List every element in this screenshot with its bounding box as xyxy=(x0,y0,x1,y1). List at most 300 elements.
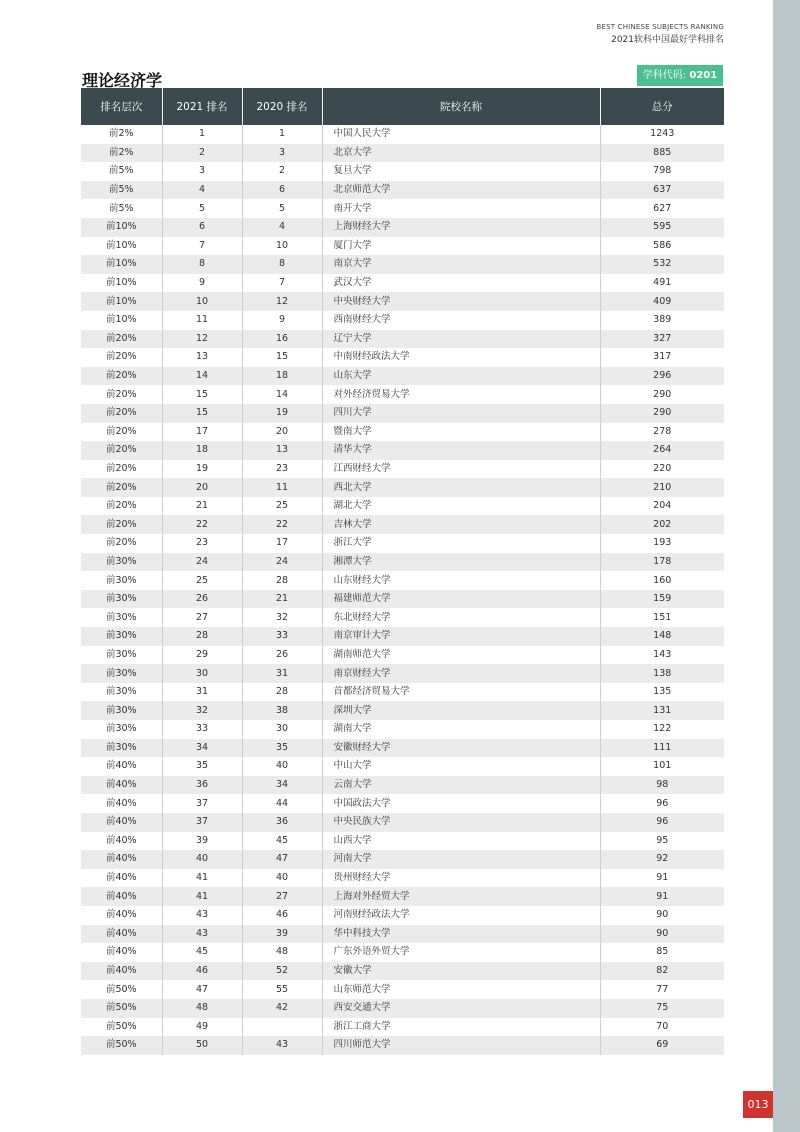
tier-cell: 前10% xyxy=(81,237,162,256)
rank-2021-cell: 49 xyxy=(162,1018,242,1037)
rank-2021-cell: 20 xyxy=(162,478,242,497)
rank-2021-cell: 33 xyxy=(162,720,242,739)
tier-cell: 前50% xyxy=(81,980,162,999)
rank-2021-cell: 25 xyxy=(162,571,242,590)
tier-cell: 前30% xyxy=(81,646,162,665)
total-score-cell: 85 xyxy=(656,946,669,958)
rank-2021-cell: 48 xyxy=(162,999,242,1018)
rank-2020-cell: 28 xyxy=(242,571,322,590)
header-english-title: BEST CHINESE SUBJECTS RANKING xyxy=(596,23,724,31)
table-row xyxy=(81,255,724,274)
tier-cell: 前30% xyxy=(81,720,162,739)
total-score-cell: 160 xyxy=(653,574,672,586)
tier-cell: 前2% xyxy=(81,144,162,163)
tier-cell: 前5% xyxy=(81,199,162,218)
rank-2021-cell: 34 xyxy=(162,739,242,758)
table-row xyxy=(81,125,724,144)
rank-2020-cell xyxy=(242,1018,322,1037)
table-row xyxy=(81,571,724,590)
rank-2020-cell: 12 xyxy=(242,292,322,311)
rank-2020-cell: 26 xyxy=(242,646,322,665)
table-row xyxy=(81,144,724,163)
university-name-cell: 福建师范大学 xyxy=(322,590,600,609)
rank-2021-cell: 39 xyxy=(162,832,242,851)
total-score-cell: 92 xyxy=(656,853,669,865)
table-row xyxy=(81,292,724,311)
university-name-cell: 西南财经大学 xyxy=(322,311,600,330)
rank-2021-cell: 14 xyxy=(162,367,242,386)
rank-2021-cell: 15 xyxy=(162,385,242,404)
ranking-table-header xyxy=(81,88,724,125)
rank-2020-cell: 40 xyxy=(242,869,322,888)
rank-2020-cell: 5 xyxy=(242,199,322,218)
tier-cell: 前5% xyxy=(81,162,162,181)
rank-2020-cell: 31 xyxy=(242,664,322,683)
table-row xyxy=(81,534,724,553)
rank-2021-cell: 30 xyxy=(162,664,242,683)
table-row xyxy=(81,962,724,981)
university-name-cell: 西安交通大学 xyxy=(322,999,600,1018)
total-score-cell: 885 xyxy=(653,146,672,158)
table-row xyxy=(81,330,724,349)
tier-cell: 前20% xyxy=(81,497,162,516)
rank-2021-cell: 45 xyxy=(162,943,242,962)
table-row xyxy=(81,311,724,330)
university-name-cell: 北京大学 xyxy=(322,144,600,163)
page-number: 013 xyxy=(743,1091,773,1118)
table-row xyxy=(81,608,724,627)
university-name-cell: 复旦大学 xyxy=(322,162,600,181)
tier-cell: 前2% xyxy=(81,125,162,144)
header-row xyxy=(81,88,724,125)
university-name-cell: 上海财经大学 xyxy=(322,218,600,237)
tier-cell: 前20% xyxy=(81,460,162,479)
university-name-cell: 中央民族大学 xyxy=(322,813,600,832)
total-score-cell: 70 xyxy=(656,1020,669,1032)
header-university-name: 院校名称 xyxy=(322,88,600,125)
rank-2020-cell: 30 xyxy=(242,720,322,739)
rank-2020-cell: 10 xyxy=(242,237,322,256)
tier-cell: 前10% xyxy=(81,255,162,274)
subject-code-label: 学科代码: xyxy=(642,70,690,81)
total-score-cell: 627 xyxy=(653,202,672,214)
total-score-cell: 96 xyxy=(656,797,669,809)
rank-2021-cell: 15 xyxy=(162,404,242,423)
tier-cell: 前30% xyxy=(81,683,162,702)
side-band xyxy=(773,0,800,1132)
university-name-cell: 中南财经政法大学 xyxy=(322,348,600,367)
rank-2021-cell: 35 xyxy=(162,757,242,776)
rank-2021-cell: 40 xyxy=(162,850,242,869)
table-row xyxy=(81,906,724,925)
total-score-cell: 131 xyxy=(653,704,672,716)
rank-2021-cell: 50 xyxy=(162,1036,242,1055)
tier-cell: 前20% xyxy=(81,330,162,349)
subject-code-value: 0201 xyxy=(689,70,718,81)
rank-2021-cell: 43 xyxy=(162,906,242,925)
rank-2021-cell: 37 xyxy=(162,794,242,813)
rank-2021-cell: 21 xyxy=(162,497,242,516)
table-row xyxy=(81,850,724,869)
university-name-cell: 湖北大学 xyxy=(322,497,600,516)
table-row xyxy=(81,646,724,665)
rank-2020-cell: 48 xyxy=(242,943,322,962)
rank-2021-cell: 6 xyxy=(162,218,242,237)
rank-2020-cell: 3 xyxy=(242,144,322,163)
total-score-cell: 75 xyxy=(656,1002,669,1014)
table-row xyxy=(81,423,724,442)
total-score-cell: 91 xyxy=(656,872,669,884)
rank-2021-cell: 1 xyxy=(162,125,242,144)
total-score-cell: 327 xyxy=(653,332,672,344)
university-name-cell: 西北大学 xyxy=(322,478,600,497)
university-name-cell: 辽宁大学 xyxy=(322,330,600,349)
rank-2020-cell: 55 xyxy=(242,980,322,999)
rank-2020-cell: 28 xyxy=(242,683,322,702)
university-name-cell: 武汉大学 xyxy=(322,274,600,293)
university-name-cell: 河南财经政法大学 xyxy=(322,906,600,925)
tier-cell: 前30% xyxy=(81,739,162,758)
ranking-table-body xyxy=(81,125,724,1055)
total-score-cell: 148 xyxy=(653,630,672,642)
subject-code-badge xyxy=(637,65,723,86)
table-row xyxy=(81,813,724,832)
rank-2021-cell: 18 xyxy=(162,441,242,460)
university-name-cell: 清华大学 xyxy=(322,441,600,460)
rank-2020-cell: 24 xyxy=(242,553,322,572)
tier-cell: 前20% xyxy=(81,367,162,386)
total-score-cell: 77 xyxy=(656,983,669,995)
table-row xyxy=(81,925,724,944)
header-rank-2020: 2020 排名 xyxy=(242,88,322,125)
rank-2021-cell: 27 xyxy=(162,608,242,627)
total-score-cell: 82 xyxy=(656,965,669,977)
total-score-cell: 135 xyxy=(653,686,672,698)
total-score-cell: 90 xyxy=(656,909,669,921)
table-row xyxy=(81,367,724,386)
university-name-cell: 华中科技大学 xyxy=(322,925,600,944)
rank-2021-cell: 29 xyxy=(162,646,242,665)
rank-2020-cell: 16 xyxy=(242,330,322,349)
university-name-cell: 云南大学 xyxy=(322,776,600,795)
tier-cell: 前40% xyxy=(81,906,162,925)
tier-cell: 前40% xyxy=(81,925,162,944)
total-score-cell: 204 xyxy=(653,500,672,512)
tier-cell: 前20% xyxy=(81,404,162,423)
tier-cell: 前50% xyxy=(81,1036,162,1055)
table-row xyxy=(81,832,724,851)
rank-2020-cell: 20 xyxy=(242,423,322,442)
total-score-cell: 151 xyxy=(653,611,672,623)
total-score-cell: 317 xyxy=(653,351,672,363)
table-row xyxy=(81,218,724,237)
university-name-cell: 安徽大学 xyxy=(322,962,600,981)
rank-2020-cell: 13 xyxy=(242,441,322,460)
rank-2020-cell: 42 xyxy=(242,999,322,1018)
table-row xyxy=(81,553,724,572)
rank-2021-cell: 2 xyxy=(162,144,242,163)
rank-2020-cell: 35 xyxy=(242,739,322,758)
total-score-cell: 532 xyxy=(653,258,672,270)
university-name-cell: 江西财经大学 xyxy=(322,460,600,479)
table-row xyxy=(81,1036,724,1055)
university-name-cell: 广东外语外贸大学 xyxy=(322,943,600,962)
rank-2020-cell: 6 xyxy=(242,181,322,200)
university-name-cell: 中央财经大学 xyxy=(322,292,600,311)
university-name-cell: 上海对外经贸大学 xyxy=(322,887,600,906)
tier-cell: 前40% xyxy=(81,757,162,776)
rank-2020-cell: 27 xyxy=(242,887,322,906)
university-name-cell: 对外经济贸易大学 xyxy=(322,385,600,404)
table-row xyxy=(81,776,724,795)
tier-cell: 前40% xyxy=(81,887,162,906)
table-row xyxy=(81,385,724,404)
university-name-cell: 浙江大学 xyxy=(322,534,600,553)
tier-cell: 前40% xyxy=(81,962,162,981)
header-rank-2021: 2021 排名 xyxy=(162,88,242,125)
rank-2020-cell: 2 xyxy=(242,162,322,181)
university-name-cell: 厦门大学 xyxy=(322,237,600,256)
university-name-cell: 深圳大学 xyxy=(322,701,600,720)
university-name-cell: 贵州财经大学 xyxy=(322,869,600,888)
table-row xyxy=(81,460,724,479)
university-name-cell: 山东师范大学 xyxy=(322,980,600,999)
rank-2021-cell: 36 xyxy=(162,776,242,795)
tier-cell: 前10% xyxy=(81,218,162,237)
total-score-cell: 101 xyxy=(653,760,672,772)
table-row xyxy=(81,162,724,181)
rank-2021-cell: 13 xyxy=(162,348,242,367)
university-name-cell: 北京师范大学 xyxy=(322,181,600,200)
rank-2020-cell: 43 xyxy=(242,1036,322,1055)
rank-2021-cell: 11 xyxy=(162,311,242,330)
rank-2020-cell: 14 xyxy=(242,385,322,404)
tier-cell: 前30% xyxy=(81,701,162,720)
table-row xyxy=(81,404,724,423)
university-name-cell: 河南大学 xyxy=(322,850,600,869)
university-name-cell: 吉林大学 xyxy=(322,515,600,534)
header-total-score: 总分 xyxy=(651,101,673,113)
total-score-cell: 220 xyxy=(653,462,672,474)
table-row xyxy=(81,497,724,516)
rank-2021-cell: 5 xyxy=(162,199,242,218)
rank-2020-cell: 36 xyxy=(242,813,322,832)
tier-cell: 前30% xyxy=(81,627,162,646)
rank-2020-cell: 39 xyxy=(242,925,322,944)
tier-cell: 前20% xyxy=(81,478,162,497)
total-score-cell: 96 xyxy=(656,816,669,828)
tier-cell: 前40% xyxy=(81,832,162,851)
table-row xyxy=(81,348,724,367)
rank-2020-cell: 33 xyxy=(242,627,322,646)
total-score-cell: 178 xyxy=(653,555,672,567)
tier-cell: 前20% xyxy=(81,534,162,553)
rank-2020-cell: 47 xyxy=(242,850,322,869)
total-score-cell: 111 xyxy=(653,741,672,753)
table-row xyxy=(81,943,724,962)
rank-2021-cell: 37 xyxy=(162,813,242,832)
rank-2020-cell: 7 xyxy=(242,274,322,293)
university-name-cell: 山东大学 xyxy=(322,367,600,386)
table-row xyxy=(81,683,724,702)
rank-2020-cell: 52 xyxy=(242,962,322,981)
rank-2020-cell: 34 xyxy=(242,776,322,795)
rank-2020-cell: 45 xyxy=(242,832,322,851)
rank-2021-cell: 22 xyxy=(162,515,242,534)
header-tier: 排名层次 xyxy=(81,88,162,125)
rank-2021-cell: 19 xyxy=(162,460,242,479)
table-row xyxy=(81,478,724,497)
table-row xyxy=(81,274,724,293)
table-row xyxy=(81,1018,724,1037)
tier-cell: 前30% xyxy=(81,590,162,609)
table-row xyxy=(81,199,724,218)
header-chinese-title: 2021软科中国最好学科排名 xyxy=(611,35,724,45)
table-row xyxy=(81,515,724,534)
table-row xyxy=(81,664,724,683)
total-score-cell: 91 xyxy=(656,890,669,902)
rank-2021-cell: 26 xyxy=(162,590,242,609)
total-score-cell: 264 xyxy=(653,444,672,456)
rank-2020-cell: 25 xyxy=(242,497,322,516)
university-name-cell: 南京审计大学 xyxy=(322,627,600,646)
tier-cell: 前20% xyxy=(81,348,162,367)
rank-2020-cell: 4 xyxy=(242,218,322,237)
rank-2020-cell: 9 xyxy=(242,311,322,330)
rank-2020-cell: 18 xyxy=(242,367,322,386)
university-name-cell: 东北财经大学 xyxy=(322,608,600,627)
rank-2020-cell: 23 xyxy=(242,460,322,479)
rank-2020-cell: 11 xyxy=(242,478,322,497)
tier-cell: 前20% xyxy=(81,423,162,442)
tier-cell: 前10% xyxy=(81,311,162,330)
university-name-cell: 中国政法大学 xyxy=(322,794,600,813)
tier-cell: 前20% xyxy=(81,441,162,460)
rank-2021-cell: 7 xyxy=(162,237,242,256)
table-row xyxy=(81,627,724,646)
rank-2020-cell: 46 xyxy=(242,906,322,925)
table-row xyxy=(81,237,724,256)
university-name-cell: 湖南师范大学 xyxy=(322,646,600,665)
total-score-cell: 210 xyxy=(653,481,672,493)
rank-2021-cell: 4 xyxy=(162,181,242,200)
total-score-cell: 595 xyxy=(653,221,672,233)
table-row xyxy=(81,869,724,888)
subject-title: 理论经济学 xyxy=(82,71,163,90)
table-row xyxy=(81,887,724,906)
rank-2020-cell: 17 xyxy=(242,534,322,553)
table-row xyxy=(81,181,724,200)
rank-2020-cell: 22 xyxy=(242,515,322,534)
total-score-cell: 202 xyxy=(653,518,672,530)
university-name-cell: 山西大学 xyxy=(322,832,600,851)
rank-2021-cell: 43 xyxy=(162,925,242,944)
rank-2021-cell: 28 xyxy=(162,627,242,646)
table-row xyxy=(81,757,724,776)
rank-2021-cell: 47 xyxy=(162,980,242,999)
university-name-cell: 安徽财经大学 xyxy=(322,739,600,758)
total-score-cell: 1243 xyxy=(650,128,675,140)
university-name-cell: 南开大学 xyxy=(322,199,600,218)
ranking-table xyxy=(81,88,724,1055)
total-score-cell: 143 xyxy=(653,648,672,660)
tier-cell: 前40% xyxy=(81,943,162,962)
table-row xyxy=(81,739,724,758)
university-name-cell: 湘潭大学 xyxy=(322,553,600,572)
total-score-cell: 138 xyxy=(653,667,672,679)
tier-cell: 前50% xyxy=(81,1018,162,1037)
rank-2020-cell: 1 xyxy=(242,125,322,144)
tier-cell: 前10% xyxy=(81,292,162,311)
university-name-cell: 山东财经大学 xyxy=(322,571,600,590)
total-score-cell: 409 xyxy=(653,295,672,307)
rank-2021-cell: 23 xyxy=(162,534,242,553)
total-score-cell: 278 xyxy=(653,425,672,437)
table-row xyxy=(81,441,724,460)
total-score-cell: 95 xyxy=(656,834,669,846)
rank-2020-cell: 8 xyxy=(242,255,322,274)
total-score-cell: 122 xyxy=(653,723,672,735)
total-score-cell: 90 xyxy=(656,927,669,939)
tier-cell: 前40% xyxy=(81,813,162,832)
rank-2021-cell: 24 xyxy=(162,553,242,572)
university-name-cell: 中国人民大学 xyxy=(322,125,600,144)
rank-2021-cell: 46 xyxy=(162,962,242,981)
rank-2020-cell: 15 xyxy=(242,348,322,367)
rank-2021-cell: 9 xyxy=(162,274,242,293)
university-name-cell: 南京财经大学 xyxy=(322,664,600,683)
total-score-cell: 798 xyxy=(653,165,672,177)
rank-2021-cell: 31 xyxy=(162,683,242,702)
total-score-cell: 193 xyxy=(653,537,672,549)
rank-2020-cell: 32 xyxy=(242,608,322,627)
tier-cell: 前5% xyxy=(81,181,162,200)
table-row xyxy=(81,980,724,999)
total-score-cell: 491 xyxy=(653,277,672,289)
total-score-cell: 159 xyxy=(653,593,672,605)
total-score-cell: 290 xyxy=(653,388,672,400)
tier-cell: 前50% xyxy=(81,999,162,1018)
table-row xyxy=(81,701,724,720)
rank-2021-cell: 3 xyxy=(162,162,242,181)
rank-2021-cell: 10 xyxy=(162,292,242,311)
total-score-cell: 296 xyxy=(653,370,672,382)
tier-cell: 前40% xyxy=(81,794,162,813)
total-score-cell: 290 xyxy=(653,407,672,419)
total-score-cell: 98 xyxy=(656,779,669,791)
tier-cell: 前10% xyxy=(81,274,162,293)
university-name-cell: 浙江工商大学 xyxy=(322,1018,600,1037)
rank-2021-cell: 41 xyxy=(162,887,242,906)
table-row xyxy=(81,999,724,1018)
tier-cell: 前30% xyxy=(81,571,162,590)
university-name-cell: 四川大学 xyxy=(322,404,600,423)
rank-2020-cell: 44 xyxy=(242,794,322,813)
tier-cell: 前30% xyxy=(81,664,162,683)
rank-2020-cell: 19 xyxy=(242,404,322,423)
tier-cell: 前40% xyxy=(81,869,162,888)
total-score-cell: 637 xyxy=(653,184,672,196)
total-score-cell: 69 xyxy=(656,1039,669,1051)
rank-2021-cell: 41 xyxy=(162,869,242,888)
tier-cell: 前30% xyxy=(81,608,162,627)
table-row xyxy=(81,590,724,609)
total-score-cell: 586 xyxy=(653,239,672,251)
university-name-cell: 南京大学 xyxy=(322,255,600,274)
tier-cell: 前40% xyxy=(81,776,162,795)
table-row xyxy=(81,720,724,739)
rank-2020-cell: 40 xyxy=(242,757,322,776)
